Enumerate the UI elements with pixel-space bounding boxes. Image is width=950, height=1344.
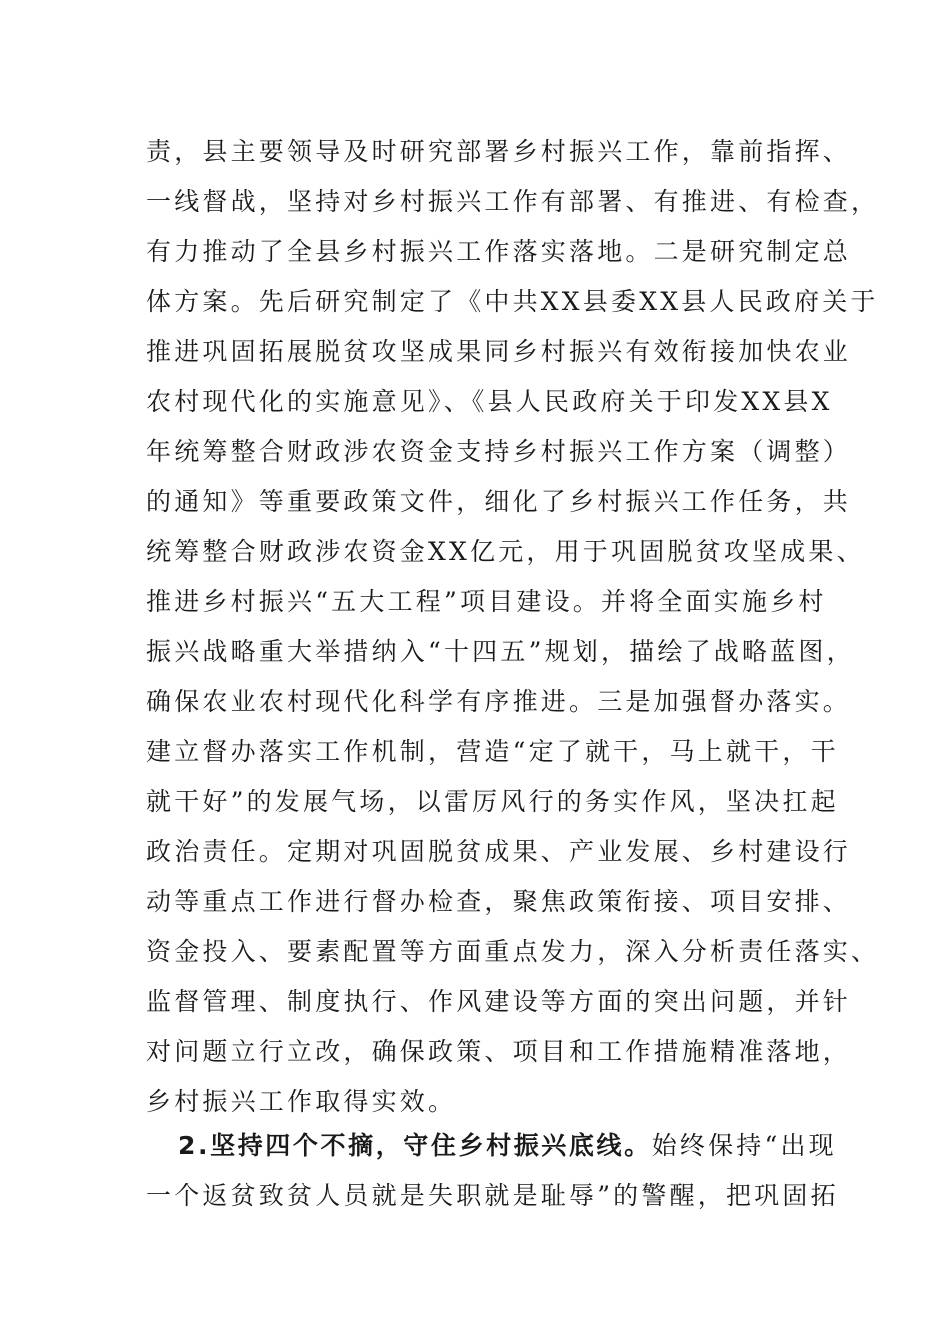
paragraph-line: 责，县主要领导及时研究部署乡村振兴工作，靠前指挥、 [146, 137, 852, 166]
paragraph-line: 一线督战，坚持对乡村振兴工作有部署、有推进、有检查， [146, 187, 880, 216]
paragraph-line: 年统筹整合财政涉农资金支持乡村振兴工作方案（调整） [146, 437, 852, 466]
paragraph-line: 推进乡村振兴“五大工程”项目建设。并将全面实施乡村 [146, 587, 827, 616]
paragraph-line: 资金投入、要素配置等方面重点发力，深入分析责任落实、 [146, 937, 880, 966]
section-text: 始终保持“出现 [651, 1131, 837, 1160]
paragraph-line: 动等重点工作进行督办检查，聚焦政策衔接、项目安排、 [146, 887, 852, 916]
section-heading: 2.坚持四个不摘，守住乡村振兴底线。 [178, 1131, 652, 1160]
paragraph-line: 对问题立行立改，确保政策、项目和工作措施精准落地， [146, 1037, 852, 1066]
paragraph-line: 有力推动了全县乡村振兴工作落实落地。二是研究制定总 [146, 237, 852, 266]
paragraph-line: 乡村振兴工作取得实效。 [146, 1087, 457, 1116]
paragraph-line: 一个返贫致贫人员就是失职就是耻辱”的警醒，把巩固拓 [146, 1181, 839, 1210]
paragraph-line: 推进巩固拓展脱贫攻坚成果同乡村振兴有效衔接加快农业 [146, 337, 852, 366]
paragraph-line: 农村现代化的实施意见》、《县人民政府关于印发XX县X [146, 387, 833, 416]
paragraph-line: 统筹整合财政涉农资金XX亿元，用于巩固脱贫攻坚成果、 [146, 537, 865, 566]
section-heading-line [178, 1126, 837, 1166]
paragraph-line: 监督管理、制度执行、作风建设等方面的突出问题，并针 [146, 987, 852, 1016]
paragraph-line: 政治责任。定期对巩固脱贫成果、产业发展、乡村建设行 [146, 837, 852, 866]
paragraph-line: 振兴战略重大举措纳入“十四五”规划，描绘了战略蓝图， [146, 637, 855, 666]
paragraph-line: 建立督办落实工作机制，营造“定了就干，马上就干，干 [146, 737, 839, 766]
paragraph-line: 体方案。先后研究制定了《中共XX县委XX县人民政府关于 [146, 287, 879, 316]
paragraph-line: 的通知》等重要政策文件，细化了乡村振兴工作任务，共 [146, 487, 852, 516]
paragraph-line: 就干好”的发展气场，以雷厉风行的务实作风，坚决扛起 [146, 787, 839, 816]
paragraph-line: 确保农业农村现代化科学有序推进。三是加强督办落实。 [146, 687, 852, 716]
